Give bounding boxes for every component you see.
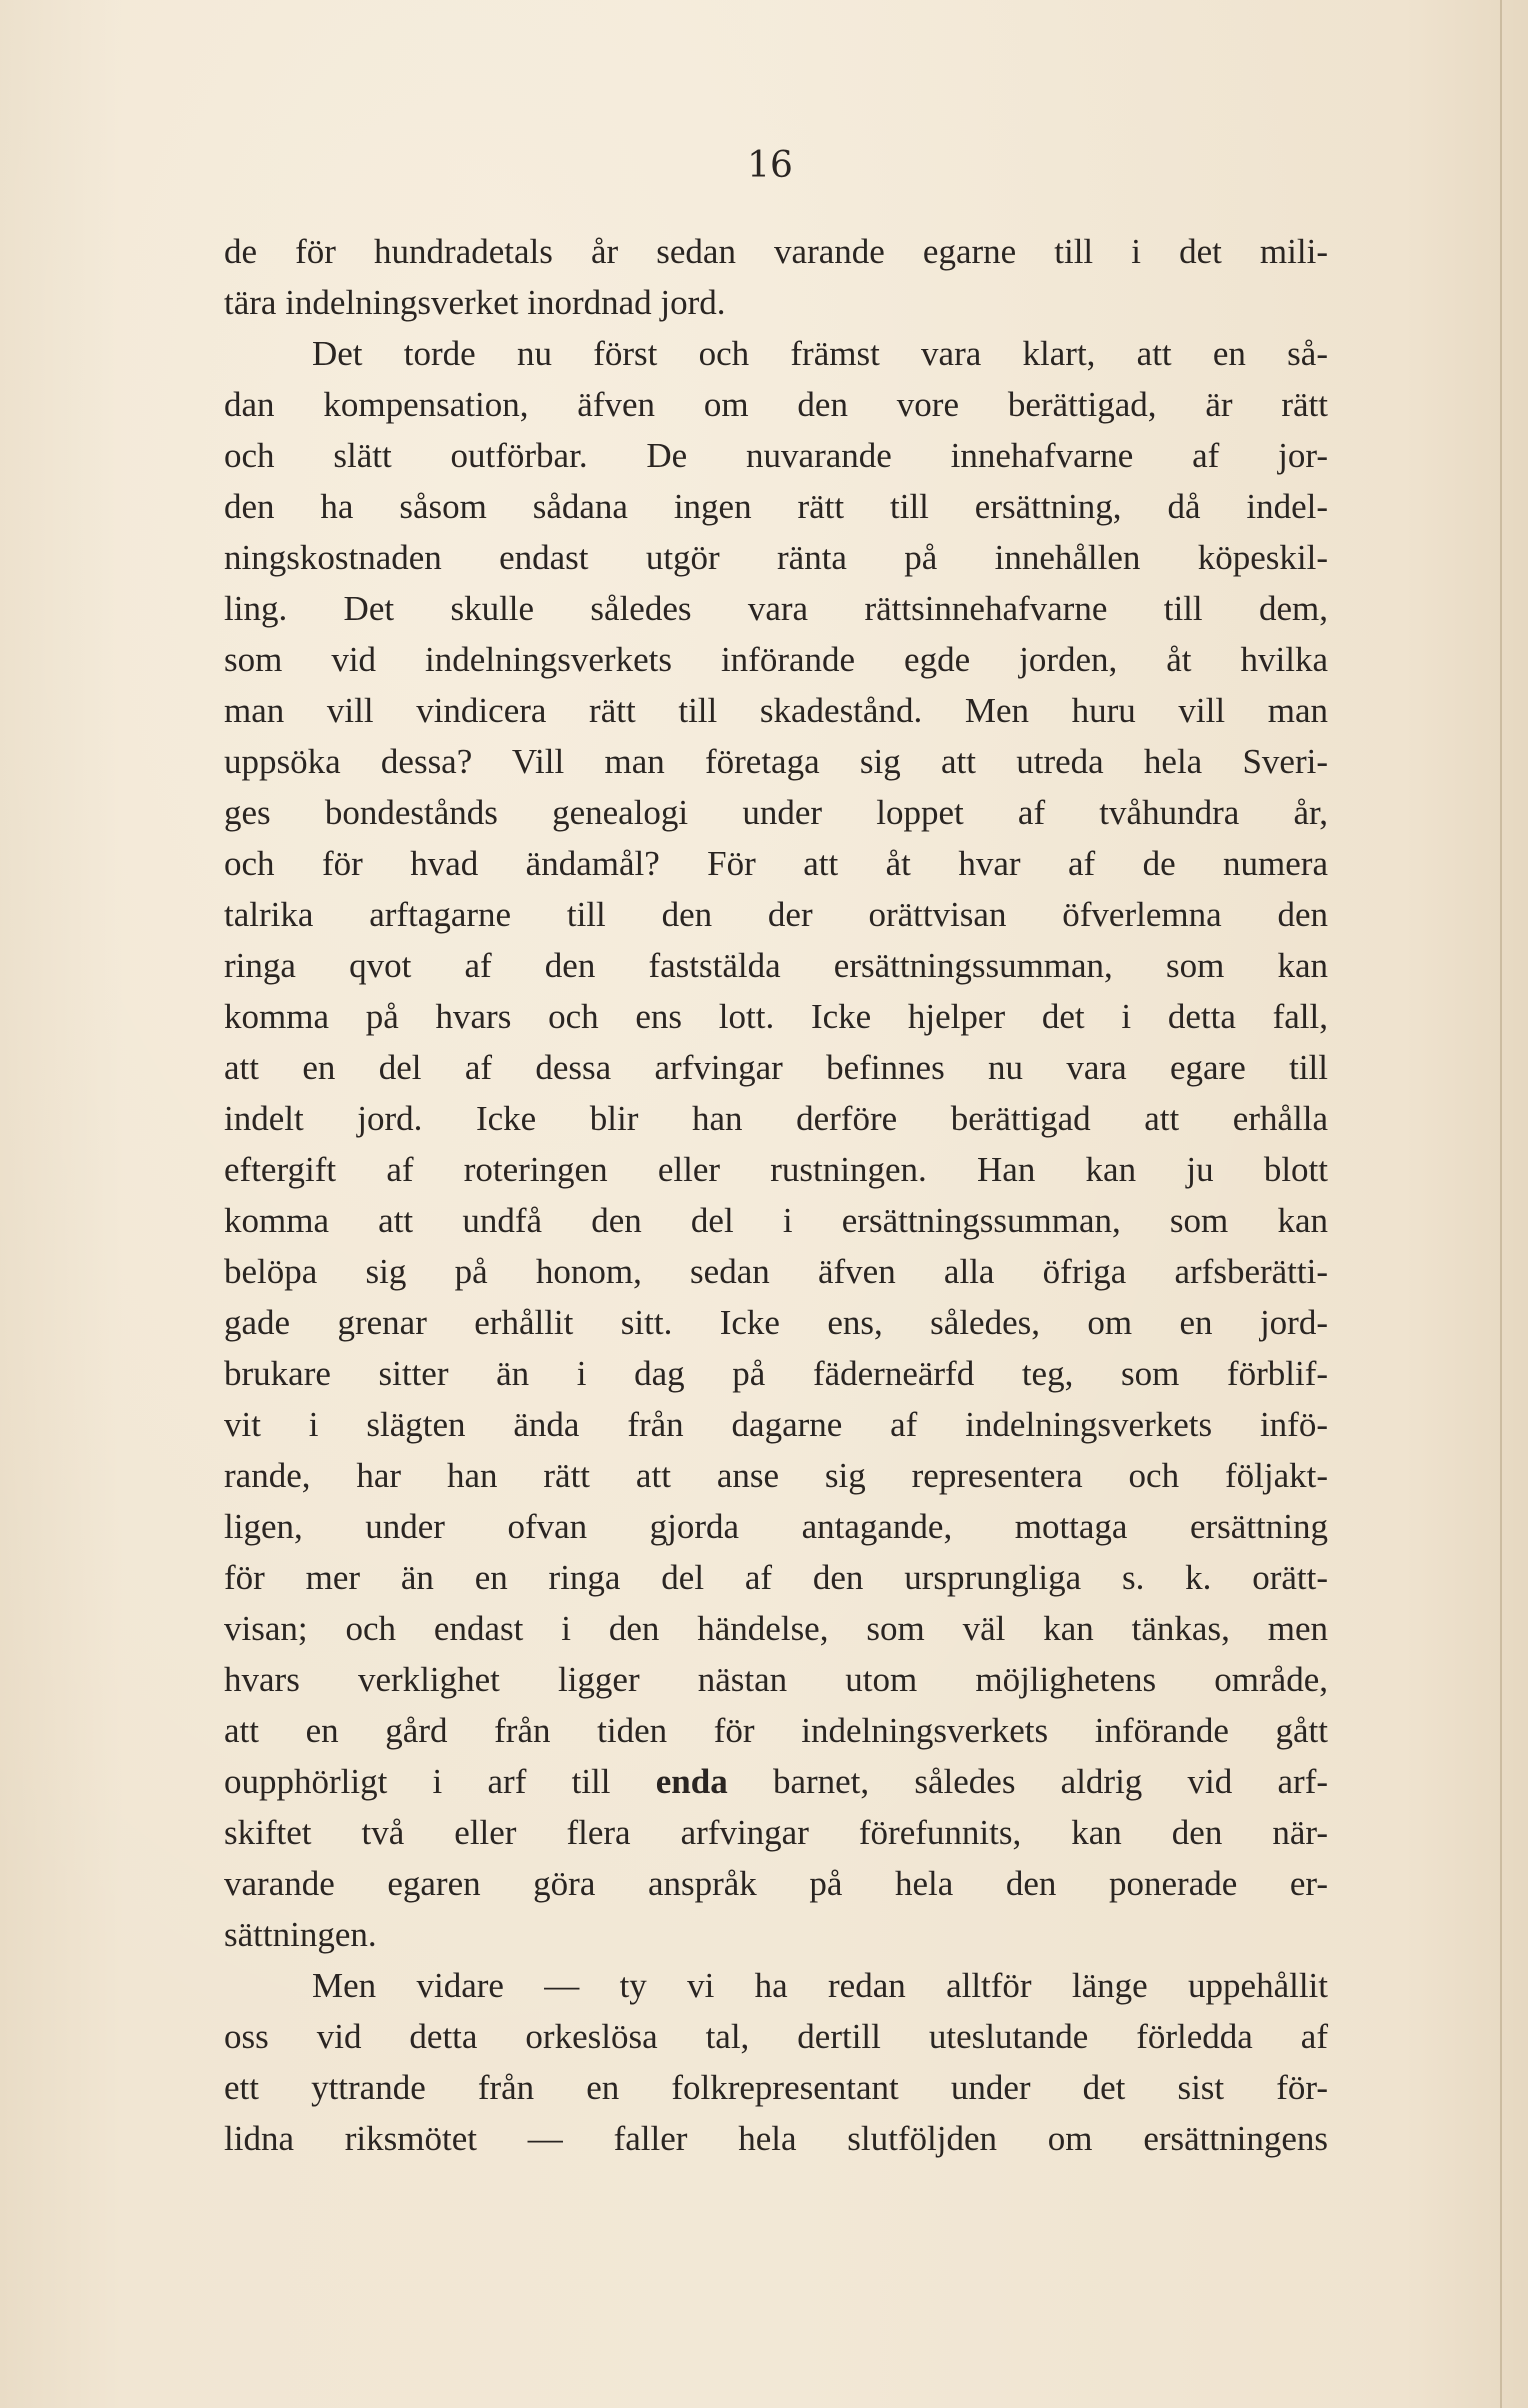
text-line: ling. Det skulle således vara rättsinnehafvarne till dem, — [224, 589, 1328, 628]
text-line: som vid indelningsverkets införande egde jorden, åt hvilka — [224, 640, 1328, 679]
body-text — [224, 226, 1328, 2164]
text-line: ningskostnaden endast utgör ränta på innehållen köpeskil- — [224, 538, 1328, 577]
page-edge-shadow — [1500, 0, 1502, 2408]
text-line-with-emphasis — [224, 1756, 1328, 1807]
text-line: skiftet två eller flera arfvingar förefunnits, kan den när- — [224, 1813, 1328, 1852]
text-segment: oupphörligt i arf till — [224, 1762, 611, 1801]
emphasized-word: enda — [655, 1762, 728, 1801]
text-line: vit i slägten ända från dagarne af indelningsverkets infö- — [224, 1405, 1328, 1444]
text-line: eftergift af roteringen eller rustningen. Han kan ju blott — [224, 1150, 1328, 1189]
text-segment: barnet, således aldrig vid arf- — [772, 1762, 1328, 1801]
text-line: hvars verklighet ligger nästan utom möjlighetens område, — [224, 1660, 1328, 1699]
text-line: ringa qvot af den faststälda ersättningssumman, som kan — [224, 946, 1328, 985]
text-line: brukare sitter än i dag på fäderneärfd teg, som förblif- — [224, 1354, 1328, 1393]
text-line: ligen, under ofvan gjorda antagande, mottaga ersättning — [224, 1507, 1328, 1546]
text-line: oss vid detta orkeslösa tal, dertill uteslutande förledda af — [224, 2017, 1328, 2056]
text-line: man vill vindicera rätt till skadestånd. Men huru vill man — [224, 691, 1328, 730]
text-line: att en gård från tiden för indelningsverkets införande gått — [224, 1711, 1328, 1750]
text-line: ges bondestånds genealogi under loppet af tvåhundra år, — [224, 793, 1328, 832]
text-line: lidna riksmötet — faller hela slutföljden om ersättningens — [224, 2119, 1328, 2158]
text-line: varande egaren göra anspråk på hela den ponerade er- — [224, 1864, 1328, 1903]
text-line: dan kompensation, äfven om den vore berättigad, är rätt — [224, 385, 1328, 424]
text-line: talrika arftagarne till den der orättvisan öfverlemna den — [224, 895, 1328, 934]
text-line: de för hundradetals år sedan varande egarne till i det mili- — [224, 232, 1328, 271]
text-line: att en del af dessa arfvingar befinnes nu vara egare till — [224, 1048, 1328, 1087]
text-line: sättningen. — [224, 1915, 377, 1954]
text-line: belöpa sig på honom, sedan äfven alla öfriga arfsberätti- — [224, 1252, 1328, 1291]
text-line: tära indelningsverket inordnad jord. — [224, 283, 726, 322]
text-line: uppsöka dessa? Vill man företaga sig att utreda hela Sveri- — [224, 742, 1328, 781]
text-line: den ha såsom sådana ingen rätt till ersättning, då indel- — [224, 487, 1328, 526]
text-line: för mer än en ringa del af den ursprungliga s. k. orätt- — [224, 1558, 1328, 1597]
text-line: gade grenar erhållit sitt. Icke ens, således, om en jord- — [224, 1303, 1328, 1342]
paragraph-start-line: Men vidare — ty vi ha redan alltför länge uppehållit — [312, 1966, 1328, 2005]
text-line: indelt jord. Icke blir han derföre berättigad att erhålla — [224, 1099, 1328, 1138]
text-line: rande, har han rätt att anse sig representera och följakt- — [224, 1456, 1328, 1495]
text-line: och för hvad ändamål? För att åt hvar af de numera — [224, 844, 1328, 883]
text-line: komma att undfå den del i ersättningssumman, som kan — [224, 1201, 1328, 1240]
text-line: ett yttrande från en folkrepresentant under det sist för- — [224, 2068, 1328, 2107]
paragraph-start-line: Det torde nu först och främst vara klart, att en så- — [312, 334, 1328, 373]
text-line: visan; och endast i den händelse, som väl kan tänkas, men — [224, 1609, 1328, 1648]
text-line: komma på hvars och ens lott. Icke hjelper det i detta fall, — [224, 997, 1328, 1036]
page-number: 16 — [747, 145, 793, 186]
text-line: och slätt outförbar. De nuvarande innehafvarne af jor- — [224, 436, 1328, 475]
